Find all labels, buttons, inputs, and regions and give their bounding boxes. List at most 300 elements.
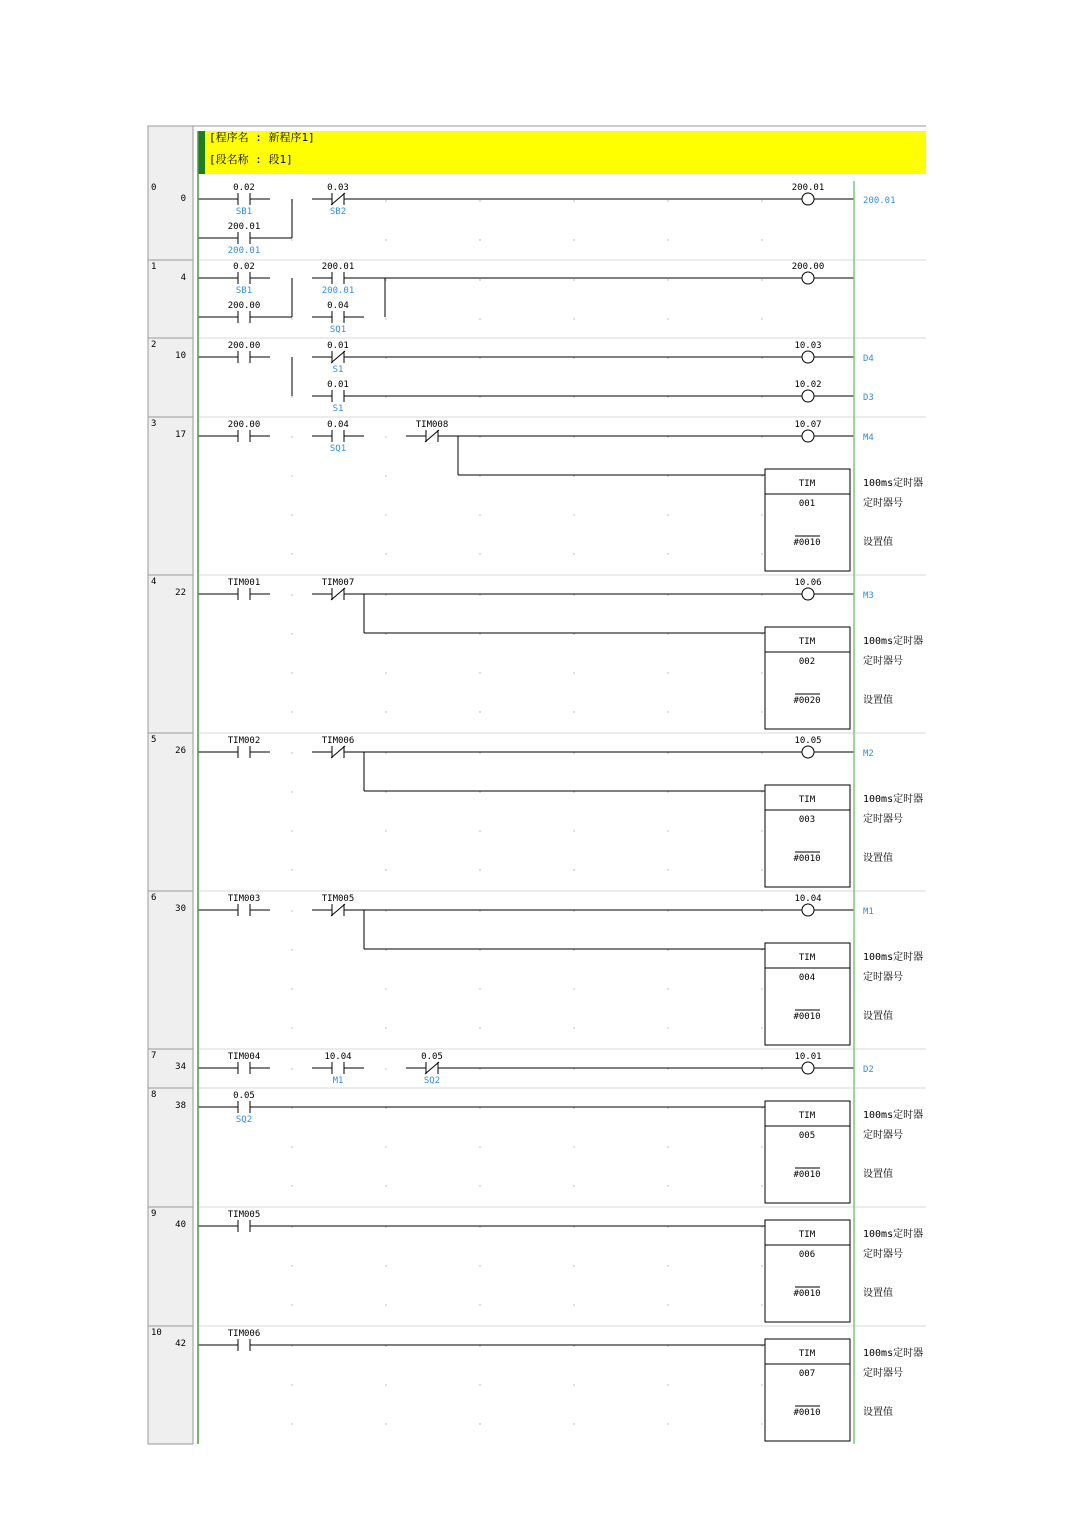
grid-dot bbox=[573, 633, 574, 634]
grid-dot bbox=[761, 1107, 762, 1108]
grid-dot bbox=[479, 553, 480, 554]
output-coil bbox=[802, 746, 814, 758]
grid-dot bbox=[479, 318, 480, 319]
contact-address: TIM006 bbox=[227, 1329, 261, 1339]
grid-dot bbox=[573, 514, 574, 515]
timer-type-comment: 100ms定时器 bbox=[863, 478, 924, 489]
grid-dot bbox=[761, 200, 762, 201]
grid-dot bbox=[667, 791, 668, 792]
output-coil bbox=[802, 351, 814, 363]
rung-step: 4 bbox=[180, 273, 186, 283]
grid-dot bbox=[667, 357, 668, 358]
timer-name: TIM bbox=[798, 795, 816, 805]
coil-address: 10.05 bbox=[794, 736, 822, 746]
grid-dot bbox=[291, 1107, 292, 1108]
timer-name: TIM bbox=[798, 953, 816, 963]
timer-preset: #0010 bbox=[793, 854, 821, 864]
timer-number-comment: 定时器号 bbox=[863, 1249, 903, 1260]
nc-contact-slash bbox=[331, 904, 345, 916]
grid-dot bbox=[291, 791, 292, 792]
grid-dot bbox=[479, 910, 480, 911]
grid-dot bbox=[479, 1423, 480, 1424]
contact-address: 0.04 bbox=[327, 420, 349, 430]
timer-name: TIM bbox=[798, 1230, 816, 1240]
grid-dot bbox=[291, 869, 292, 870]
timer-number-comment: 定时器号 bbox=[863, 1368, 903, 1379]
contact-address: 200.01 bbox=[321, 262, 355, 272]
grid-dot bbox=[479, 752, 480, 753]
rung-index: 0 bbox=[151, 183, 157, 193]
grid-dot bbox=[761, 1304, 762, 1305]
coil-address: 10.01 bbox=[794, 1052, 822, 1062]
grid-dot bbox=[479, 475, 480, 476]
timer-number: 001 bbox=[798, 499, 816, 509]
grid-dot bbox=[761, 1146, 762, 1147]
grid-dot bbox=[761, 1265, 762, 1266]
grid-dot bbox=[667, 396, 668, 397]
grid-dot bbox=[667, 1185, 668, 1186]
grid-dot bbox=[573, 949, 574, 950]
grid-dot bbox=[291, 553, 292, 554]
grid-dot bbox=[479, 1304, 480, 1305]
grid-dot bbox=[291, 594, 292, 595]
grid-dot bbox=[667, 633, 668, 634]
timer-preset-comment: 设置值 bbox=[863, 853, 893, 864]
timer-preset: #0010 bbox=[793, 1289, 821, 1299]
grid-dot bbox=[573, 1226, 574, 1227]
grid-dot bbox=[573, 791, 574, 792]
grid-dot bbox=[667, 1304, 668, 1305]
grid-dot bbox=[573, 239, 574, 240]
grid-dot bbox=[291, 1068, 292, 1069]
contact-address: 0.05 bbox=[233, 1091, 255, 1101]
grid-dot bbox=[385, 1423, 386, 1424]
grid-dot bbox=[479, 1146, 480, 1147]
grid-dot bbox=[573, 752, 574, 753]
grid-dot bbox=[761, 988, 762, 989]
contact-comment: SB2 bbox=[329, 207, 347, 217]
grid-dot bbox=[385, 1345, 386, 1346]
grid-dot bbox=[479, 357, 480, 358]
grid-dot bbox=[573, 357, 574, 358]
grid-dot bbox=[573, 279, 574, 280]
coil-comment: M1 bbox=[863, 907, 874, 917]
grid-dot bbox=[667, 200, 668, 201]
coil-comment: M4 bbox=[863, 433, 874, 443]
grid-dot bbox=[385, 200, 386, 201]
grid-dot bbox=[385, 672, 386, 673]
timer-name: TIM bbox=[798, 637, 816, 647]
contact-address: 200.00 bbox=[227, 301, 261, 311]
grid-dot bbox=[573, 1345, 574, 1346]
grid-dot bbox=[761, 475, 762, 476]
grid-dot bbox=[291, 988, 292, 989]
timer-number: 006 bbox=[798, 1250, 816, 1260]
contact-address: 0.02 bbox=[233, 183, 255, 193]
grid-dot bbox=[573, 1304, 574, 1305]
grid-dot bbox=[573, 1185, 574, 1186]
section-name-label: [段名称 : 段1] bbox=[209, 153, 293, 166]
contact-comment: SQ2 bbox=[235, 1115, 253, 1125]
contact-comment: SQ1 bbox=[329, 325, 347, 335]
grid-dot bbox=[385, 1384, 386, 1385]
grid-dot bbox=[385, 711, 386, 712]
contact-address: TIM002 bbox=[227, 736, 261, 746]
rung-step: 0 bbox=[180, 194, 186, 204]
grid-dot bbox=[385, 1265, 386, 1266]
timer-preset: #0010 bbox=[793, 1170, 821, 1180]
grid-dot bbox=[291, 1384, 292, 1385]
contact-address: 10.04 bbox=[324, 1052, 352, 1062]
timer-number-comment: 定时器号 bbox=[863, 498, 903, 509]
grid-dot bbox=[667, 436, 668, 437]
grid-dot bbox=[479, 633, 480, 634]
grid-dot bbox=[385, 791, 386, 792]
grid-dot bbox=[385, 949, 386, 950]
grid-dot bbox=[667, 1027, 668, 1028]
grid-dot bbox=[479, 594, 480, 595]
output-coil bbox=[802, 390, 814, 402]
timer-preset-comment: 设置值 bbox=[863, 695, 893, 706]
grid-dot bbox=[761, 869, 762, 870]
grid-dot bbox=[385, 1226, 386, 1227]
grid-dot bbox=[761, 1423, 762, 1424]
timer-preset: #0010 bbox=[793, 1012, 821, 1022]
grid-dot bbox=[385, 752, 386, 753]
grid-dot bbox=[479, 436, 480, 437]
grid-dot bbox=[385, 239, 386, 240]
grid-dot bbox=[291, 1423, 292, 1424]
timer-number-comment: 定时器号 bbox=[863, 814, 903, 825]
rung-step: 30 bbox=[175, 904, 186, 914]
grid-dot bbox=[385, 1146, 386, 1147]
grid-dot bbox=[291, 672, 292, 673]
rungs bbox=[148, 183, 926, 1441]
timer-name: TIM bbox=[798, 1111, 816, 1121]
output-coil bbox=[802, 588, 814, 600]
grid-dot bbox=[479, 869, 480, 870]
grid-dot bbox=[761, 711, 762, 712]
grid-dot bbox=[761, 1027, 762, 1028]
grid-dot bbox=[573, 830, 574, 831]
grid-dot bbox=[761, 949, 762, 950]
grid-dot bbox=[291, 711, 292, 712]
grid-dot bbox=[291, 436, 292, 437]
contact-address: 200.01 bbox=[227, 222, 261, 232]
contact-address: 0.02 bbox=[233, 262, 255, 272]
grid-dot bbox=[291, 1027, 292, 1028]
grid-dot bbox=[667, 594, 668, 595]
rung-step: 22 bbox=[175, 588, 186, 598]
grid-dot bbox=[667, 752, 668, 753]
grid-dot bbox=[667, 514, 668, 515]
grid-dot bbox=[667, 475, 668, 476]
grid-dot bbox=[479, 1107, 480, 1108]
grid-dot bbox=[761, 318, 762, 319]
grid-dot bbox=[573, 1265, 574, 1266]
nc-contact-slash bbox=[331, 588, 345, 600]
grid-dot bbox=[385, 1027, 386, 1028]
contact-comment: M1 bbox=[332, 1076, 344, 1086]
grid-dot bbox=[761, 594, 762, 595]
contact-comment: 200.01 bbox=[321, 286, 355, 296]
grid-dot bbox=[761, 514, 762, 515]
timer-name: TIM bbox=[798, 479, 816, 489]
rung-step: 38 bbox=[175, 1101, 186, 1111]
contact-address: TIM004 bbox=[227, 1052, 261, 1062]
grid-dot bbox=[667, 711, 668, 712]
timer-type-comment: 100ms定时器 bbox=[863, 794, 924, 805]
grid-dot bbox=[291, 1226, 292, 1227]
coil-address: 10.04 bbox=[794, 894, 822, 904]
grid-dot bbox=[385, 553, 386, 554]
rung-index: 7 bbox=[151, 1051, 157, 1061]
nc-contact-slash bbox=[331, 746, 345, 758]
grid-dot bbox=[761, 672, 762, 673]
grid-dot bbox=[385, 514, 386, 515]
grid-dot bbox=[479, 514, 480, 515]
contact-comment: S1 bbox=[332, 404, 344, 414]
grid-dot bbox=[667, 1423, 668, 1424]
nc-contact-slash bbox=[425, 430, 439, 442]
grid-dot bbox=[385, 1107, 386, 1108]
timer-type-comment: 100ms定时器 bbox=[863, 1348, 924, 1359]
rung-index: 10 bbox=[151, 1328, 162, 1338]
grid-dot bbox=[761, 910, 762, 911]
rung-index: 3 bbox=[151, 419, 157, 429]
contact-comment: S1 bbox=[332, 365, 344, 375]
timer-number: 004 bbox=[798, 973, 816, 983]
grid-dot bbox=[573, 436, 574, 437]
grid-dot bbox=[291, 318, 292, 319]
timer-preset: #0010 bbox=[793, 538, 821, 548]
grid-dot bbox=[291, 949, 292, 950]
grid-dot bbox=[385, 475, 386, 476]
grid-dot bbox=[573, 1107, 574, 1108]
grid-dot bbox=[667, 553, 668, 554]
grid-dot bbox=[573, 711, 574, 712]
contact-address: TIM003 bbox=[227, 894, 261, 904]
coil-comment: D3 bbox=[863, 393, 874, 403]
timer-number: 007 bbox=[798, 1369, 816, 1379]
timer-name: TIM bbox=[798, 1349, 816, 1359]
grid-dot bbox=[479, 279, 480, 280]
grid-dot bbox=[573, 910, 574, 911]
grid-dot bbox=[667, 1345, 668, 1346]
grid-dot bbox=[479, 988, 480, 989]
contact-comment: SQ2 bbox=[423, 1076, 441, 1086]
grid-dot bbox=[291, 1265, 292, 1266]
grid-dot bbox=[761, 1226, 762, 1227]
grid-dot bbox=[573, 475, 574, 476]
timer-number: 002 bbox=[798, 657, 816, 667]
coil-address: 10.06 bbox=[794, 578, 822, 588]
grid-dot bbox=[761, 1384, 762, 1385]
grid-dot bbox=[573, 1384, 574, 1385]
rung-index: 2 bbox=[151, 340, 157, 350]
grid-dot bbox=[385, 318, 386, 319]
grid-dot bbox=[479, 830, 480, 831]
grid-dot bbox=[385, 910, 386, 911]
grid-dot bbox=[479, 239, 480, 240]
grid-dot bbox=[291, 633, 292, 634]
grid-dot bbox=[479, 1027, 480, 1028]
grid-dot bbox=[761, 436, 762, 437]
program-name-label: [程序名 : 新程序1] bbox=[209, 131, 315, 144]
contact-comment: 200.01 bbox=[227, 246, 261, 256]
rung-index: 6 bbox=[151, 893, 157, 903]
grid-dot bbox=[291, 396, 292, 397]
timer-preset-comment: 设置值 bbox=[863, 1288, 893, 1299]
grid-dot bbox=[573, 318, 574, 319]
grid-dot bbox=[573, 200, 574, 201]
coil-address: 10.03 bbox=[794, 341, 822, 351]
contact-address: 0.04 bbox=[327, 301, 349, 311]
grid-dot bbox=[479, 1384, 480, 1385]
grid-dot bbox=[291, 1185, 292, 1186]
rung-step: 26 bbox=[175, 746, 186, 756]
grid-dot bbox=[573, 594, 574, 595]
grid-dot bbox=[385, 1304, 386, 1305]
grid-dot bbox=[667, 1107, 668, 1108]
rung-step: 40 bbox=[175, 1220, 186, 1230]
contact-comment: SB1 bbox=[235, 286, 253, 296]
rung-index: 1 bbox=[151, 262, 157, 272]
grid-dot bbox=[479, 1265, 480, 1266]
timer-number: 005 bbox=[798, 1131, 816, 1141]
grid-dot bbox=[573, 1027, 574, 1028]
timer-number-comment: 定时器号 bbox=[863, 656, 903, 667]
coil-comment: M2 bbox=[863, 749, 874, 759]
contact-address: TIM007 bbox=[321, 578, 355, 588]
grid-dot bbox=[667, 869, 668, 870]
grid-dot bbox=[761, 279, 762, 280]
coil-comment: D2 bbox=[863, 1065, 874, 1075]
grid-dot bbox=[385, 279, 386, 280]
grid-dot bbox=[479, 1226, 480, 1227]
grid-dot bbox=[761, 357, 762, 358]
grid-dot bbox=[291, 1304, 292, 1305]
rung-gutter bbox=[148, 126, 193, 1444]
grid-dot bbox=[573, 553, 574, 554]
grid-dot bbox=[291, 910, 292, 911]
output-coil bbox=[802, 904, 814, 916]
rung-step: 42 bbox=[175, 1339, 186, 1349]
grid-dot bbox=[573, 1068, 574, 1069]
grid-dot bbox=[667, 1384, 668, 1385]
coil-comment: D4 bbox=[863, 354, 874, 364]
grid-dot bbox=[667, 988, 668, 989]
timer-number: 003 bbox=[798, 815, 816, 825]
grid-dot bbox=[761, 396, 762, 397]
header-marker bbox=[198, 131, 205, 174]
grid-dot bbox=[761, 830, 762, 831]
grid-dot bbox=[291, 1345, 292, 1346]
grid-dot bbox=[761, 239, 762, 240]
grid-dot bbox=[761, 752, 762, 753]
grid-dot bbox=[291, 752, 292, 753]
grid-dot bbox=[385, 830, 386, 831]
grid-dot bbox=[573, 1146, 574, 1147]
grid-dot bbox=[667, 1226, 668, 1227]
output-coil bbox=[802, 272, 814, 284]
grid-dot bbox=[291, 475, 292, 476]
output-coil bbox=[802, 430, 814, 442]
timer-number-comment: 定时器号 bbox=[863, 972, 903, 983]
grid-dot bbox=[479, 1068, 480, 1069]
nc-contact-slash bbox=[331, 193, 345, 205]
grid-dot bbox=[385, 1068, 386, 1069]
grid-dot bbox=[667, 830, 668, 831]
grid-dot bbox=[385, 436, 386, 437]
grid-dot bbox=[761, 1068, 762, 1069]
timer-preset-comment: 设置值 bbox=[863, 537, 893, 548]
grid-dot bbox=[667, 279, 668, 280]
grid-dot bbox=[479, 396, 480, 397]
timer-type-comment: 100ms定时器 bbox=[863, 1229, 924, 1240]
nc-contact-slash bbox=[425, 1062, 439, 1074]
contact-comment: SB1 bbox=[235, 207, 253, 217]
rung-index: 8 bbox=[151, 1090, 157, 1100]
rung-step: 10 bbox=[175, 351, 186, 361]
contact-address: TIM005 bbox=[227, 1210, 261, 1220]
timer-preset-comment: 设置值 bbox=[863, 1169, 893, 1180]
grid-dot bbox=[761, 633, 762, 634]
grid-dot bbox=[667, 910, 668, 911]
grid-dot bbox=[291, 239, 292, 240]
timer-type-comment: 100ms定时器 bbox=[863, 952, 924, 963]
timer-number-comment: 定时器号 bbox=[863, 1130, 903, 1141]
contact-address: 0.03 bbox=[327, 183, 349, 193]
contact-address: TIM001 bbox=[227, 578, 261, 588]
timer-preset-comment: 设置值 bbox=[863, 1011, 893, 1022]
grid-dot bbox=[385, 988, 386, 989]
grid-dot bbox=[573, 988, 574, 989]
contact-address: TIM005 bbox=[321, 894, 355, 904]
grid-dot bbox=[761, 791, 762, 792]
grid-dot bbox=[479, 200, 480, 201]
coil-address: 10.02 bbox=[794, 380, 822, 390]
contact-address: 0.01 bbox=[327, 380, 349, 390]
contact-comment: SQ1 bbox=[329, 444, 347, 454]
grid-dot bbox=[385, 1185, 386, 1186]
output-coil bbox=[802, 193, 814, 205]
grid-dot bbox=[385, 594, 386, 595]
grid-dot bbox=[573, 672, 574, 673]
grid-dot bbox=[385, 633, 386, 634]
contact-address: 200.00 bbox=[227, 420, 261, 430]
rung-index: 9 bbox=[151, 1209, 157, 1219]
coil-address: 200.00 bbox=[791, 262, 825, 272]
timer-type-comment: 100ms定时器 bbox=[863, 1110, 924, 1121]
grid-dot bbox=[573, 396, 574, 397]
grid-dot bbox=[667, 1265, 668, 1266]
grid-dot bbox=[479, 791, 480, 792]
coil-address: 200.01 bbox=[791, 183, 825, 193]
grid-dot bbox=[667, 318, 668, 319]
rung-step: 17 bbox=[175, 430, 186, 440]
grid-dot bbox=[667, 1068, 668, 1069]
rung-index: 4 bbox=[151, 577, 157, 587]
grid-dot bbox=[573, 869, 574, 870]
contact-address: 0.01 bbox=[327, 341, 349, 351]
grid-dot bbox=[667, 672, 668, 673]
contact-address: TIM006 bbox=[321, 736, 355, 746]
rung-step: 34 bbox=[175, 1062, 186, 1072]
grid-dot bbox=[385, 869, 386, 870]
coil-comment: M3 bbox=[863, 591, 874, 601]
grid-dot bbox=[385, 357, 386, 358]
